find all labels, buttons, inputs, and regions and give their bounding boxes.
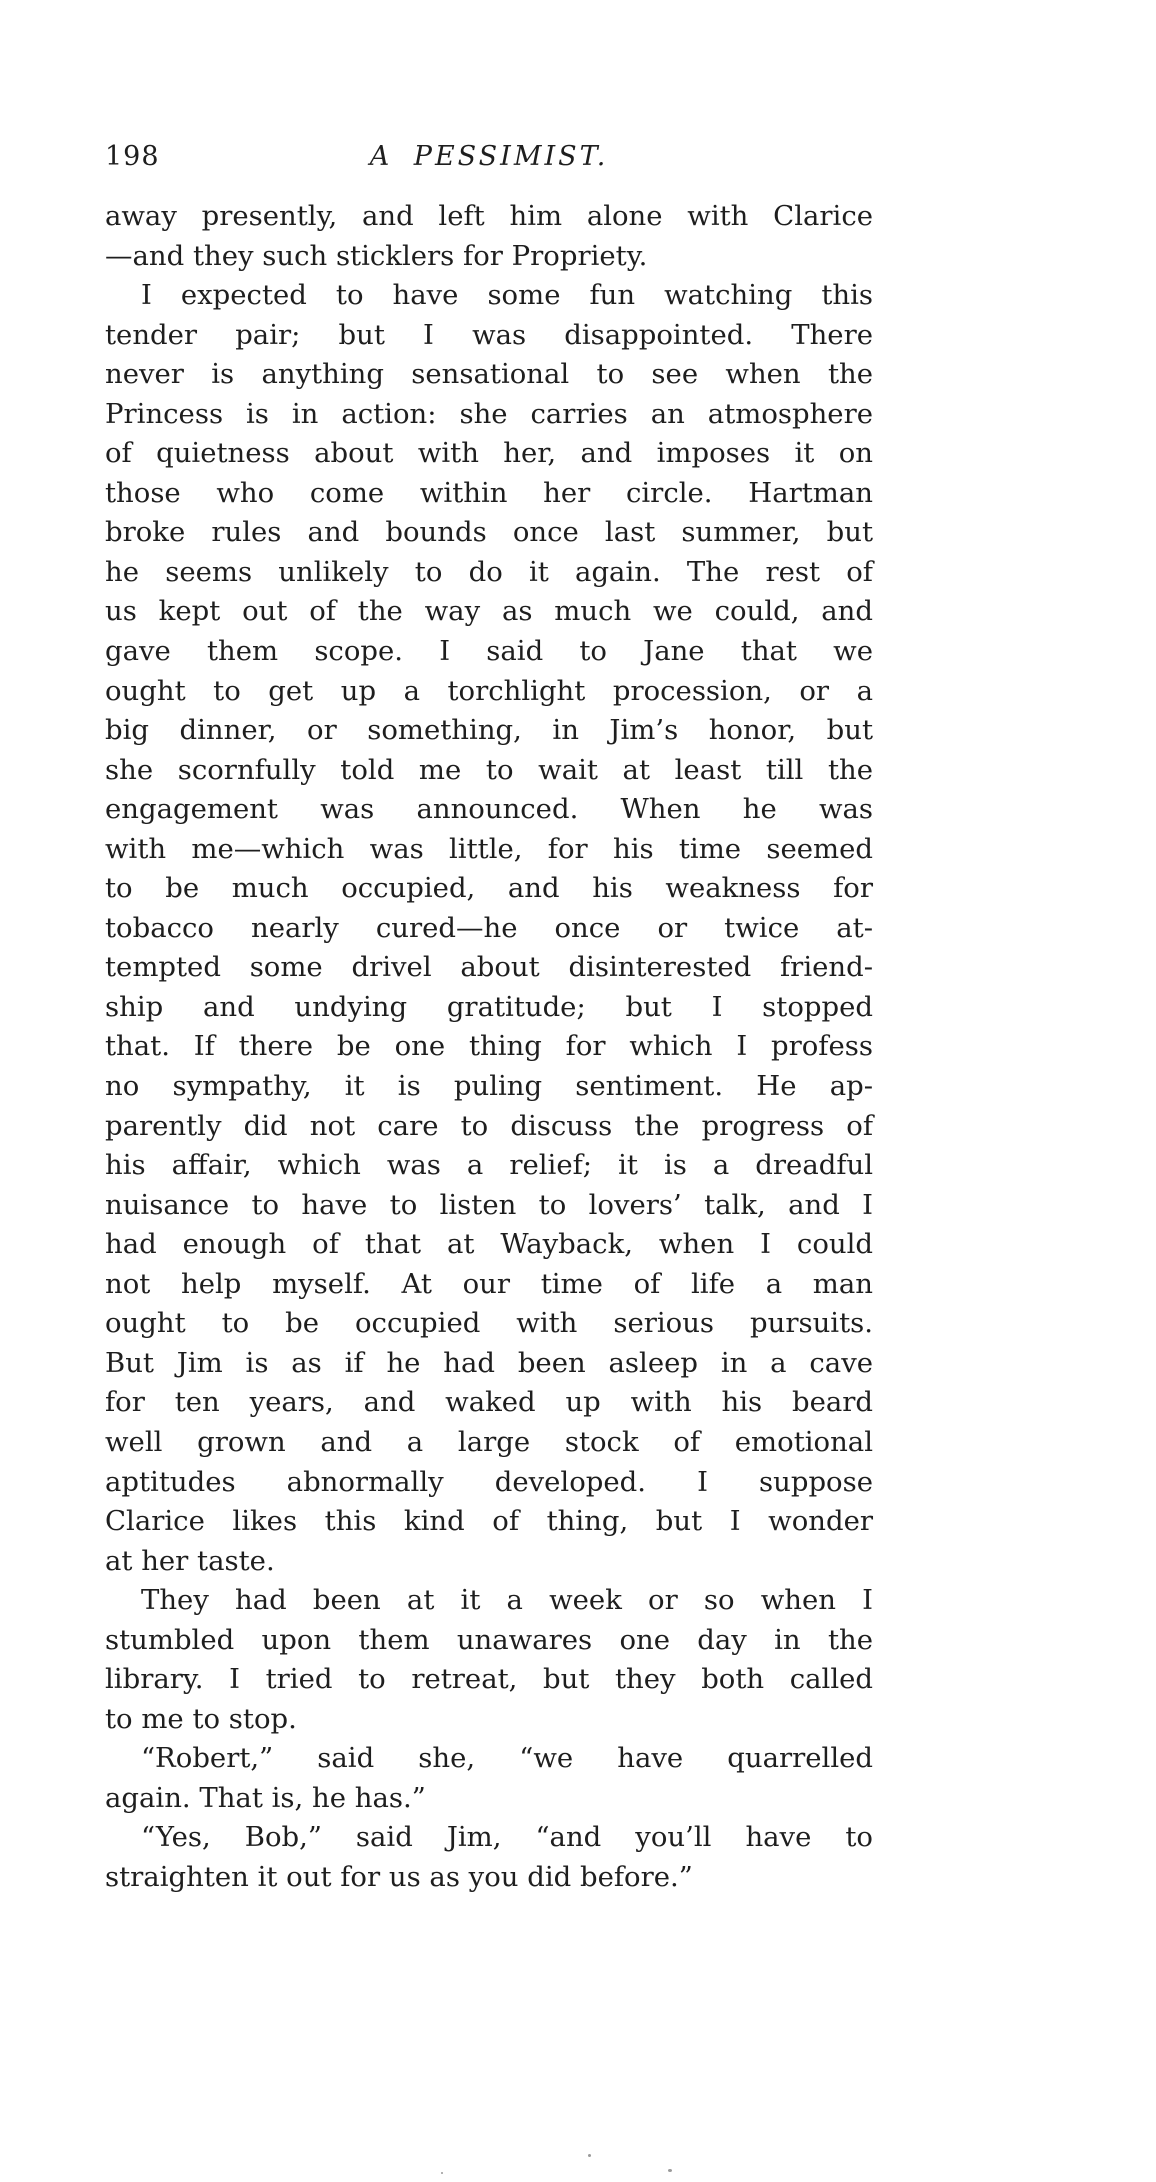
paragraph <box>105 276 873 1581</box>
body-text <box>105 197 873 1898</box>
text-line: well grown and a large stock of emotional <box>105 1425 873 1458</box>
text-line: But Jim is as if he had been asleep in a cave <box>105 1346 873 1379</box>
text-line: away presently, and left him alone with Clarice <box>105 200 873 232</box>
text-line: had enough of that at Wayback, when I could <box>105 1228 873 1261</box>
text-line: ship and undying gratitude; but I stopped <box>105 990 873 1023</box>
text-line: tempted some drivel about disinterested friend- <box>105 951 873 984</box>
text-line: straighten it out for us as you did before.” <box>105 1860 693 1893</box>
text-line: big dinner, or something, in Jim’s honor, but <box>105 714 873 747</box>
text-line: he seems unlikely to do it again. The rest of <box>105 555 873 588</box>
text-line: of quietness about with her, and imposes it on <box>105 437 873 470</box>
text-line: for ten years, and waked up with his beard <box>105 1386 873 1419</box>
text-line: —and they such sticklers for Propriety. <box>105 239 648 272</box>
scan-speck <box>668 2169 672 2172</box>
text-line: They had been at it a week or so when I <box>141 1584 873 1617</box>
text-line: parently did not care to discuss the progress of <box>105 1109 873 1142</box>
text-line: I expected to have some fun watching this <box>141 279 873 312</box>
text-line: ought to be occupied with serious pursuits. <box>105 1307 873 1340</box>
text-line: tender pair; but I was disappointed. There <box>105 318 873 351</box>
text-line: ought to get up a torchlight procession, or a <box>105 674 873 707</box>
text-line: Princess is in action: she carries an atmosphere <box>105 397 873 430</box>
text-line: tobacco nearly cured—he once or twice at- <box>105 911 873 944</box>
text-line: stumbled upon them unawares one day in the <box>105 1623 873 1656</box>
text-line: aptitudes abnormally developed. I suppose <box>105 1465 873 1498</box>
text-line: not help myself. At our time of life a man <box>105 1267 873 1300</box>
text-line: no sympathy, it is puling sentiment. He ap- <box>105 1070 873 1103</box>
running-title: A PESSIMIST. <box>369 141 609 172</box>
text-line: engagement was announced. When he was <box>105 793 873 826</box>
text-line: “Yes, Bob,” said Jim, “and you’ll have to <box>141 1821 873 1854</box>
text-line: to me to stop. <box>105 1702 297 1735</box>
text-line: his affair, which was a relief; it is a dreadful <box>105 1149 873 1182</box>
text-line: never is anything sensational to see when the <box>105 358 873 391</box>
scan-speck <box>441 2172 443 2174</box>
text-line: nuisance to have to listen to lovers’ talk, and I <box>105 1188 873 1221</box>
scan-speck <box>588 2154 591 2157</box>
text-line: those who come within her circle. Hartman <box>105 476 873 509</box>
text-line: library. I tried to retreat, but they both called <box>105 1663 873 1696</box>
paragraph <box>105 197 873 276</box>
text-line: “Robert,” said she, “we have quarrelled <box>141 1742 873 1775</box>
text-line: broke rules and bounds once last summer, but <box>105 516 873 549</box>
page-header <box>105 141 873 181</box>
text-line: Clarice likes this kind of thing, but I wonder <box>105 1505 873 1538</box>
text-line: gave them scope. I said to Jane that we <box>105 635 873 668</box>
page-number: 198 <box>105 141 160 172</box>
text-line: to be much occupied, and his weakness for <box>105 872 873 905</box>
paragraph <box>105 1739 873 1818</box>
text-line: she scornfully told me to wait at least till the <box>105 753 873 786</box>
text-line: at her taste. <box>105 1544 275 1577</box>
text-line: us kept out of the way as much we could, and <box>105 595 873 628</box>
text-line: with me—which was little, for his time seemed <box>105 832 873 865</box>
paragraph <box>105 1581 873 1739</box>
paragraph <box>105 1818 873 1897</box>
text-line: that. If there be one thing for which I profess <box>105 1030 873 1063</box>
text-line: again. That is, he has.” <box>105 1781 426 1814</box>
